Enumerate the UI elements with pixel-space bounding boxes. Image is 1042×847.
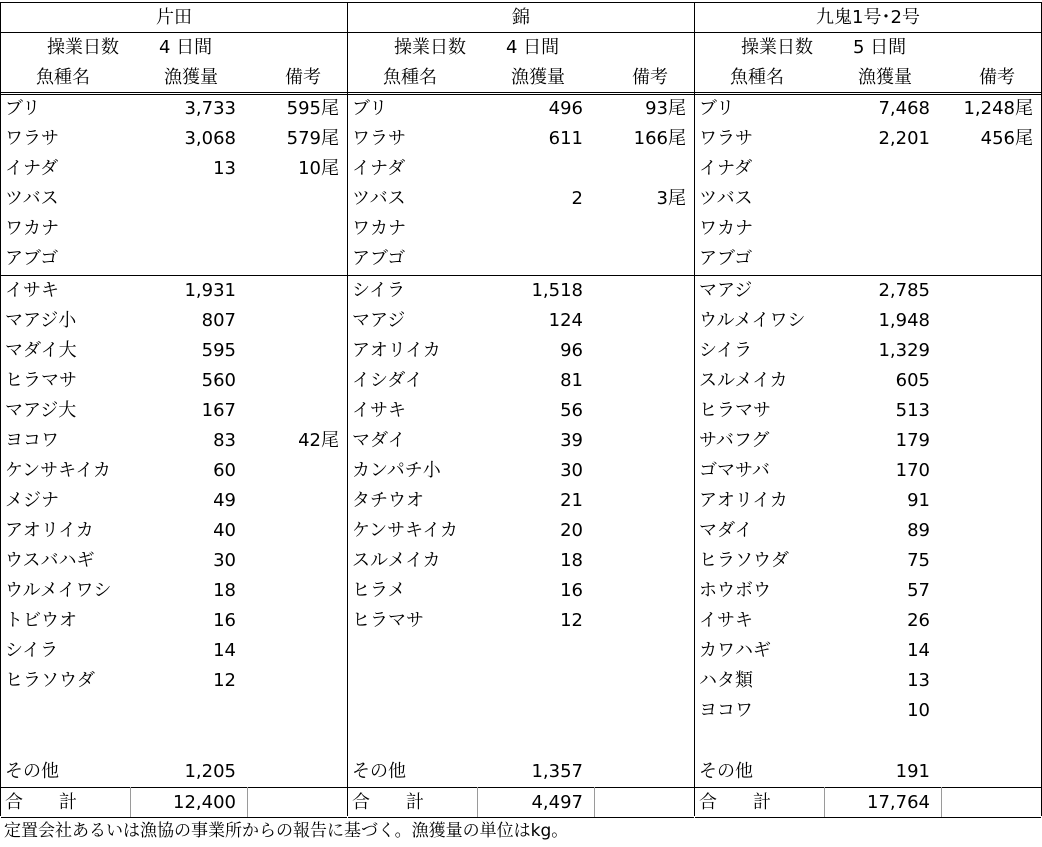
catch-value: 13 xyxy=(907,670,930,691)
catch-value xyxy=(810,154,930,184)
species-name: ヒラマサ xyxy=(5,370,77,391)
other-value: 1,205 xyxy=(184,761,236,782)
species-name: メジナ xyxy=(5,490,59,511)
catch-value xyxy=(116,184,236,214)
note-value xyxy=(249,336,339,366)
total-col-divider xyxy=(247,787,248,817)
catch-value xyxy=(810,214,930,244)
species-name: シイラ xyxy=(699,340,753,361)
note-value xyxy=(943,516,1033,546)
catch-value: 30 xyxy=(213,550,236,571)
note-value xyxy=(596,456,686,486)
note-value xyxy=(596,396,686,426)
catch-value: 16 xyxy=(560,580,583,601)
note-value xyxy=(596,486,686,516)
catch-value: 18 xyxy=(213,580,236,601)
section-kuki xyxy=(694,2,1042,816)
catch-value: 81 xyxy=(560,370,583,391)
catch-value: 10 xyxy=(907,700,930,721)
catch-value: 26 xyxy=(907,610,930,631)
catch-value: 595 xyxy=(201,340,236,361)
note-value xyxy=(249,396,339,426)
species-name: ワラサ xyxy=(352,128,406,149)
species-name: カワハギ xyxy=(699,640,771,661)
note-value xyxy=(596,576,686,606)
species-name: イナダ xyxy=(699,158,753,179)
catch-value xyxy=(463,244,583,274)
note-value xyxy=(943,244,1033,274)
note-value xyxy=(943,456,1033,486)
catch-value: 96 xyxy=(560,340,583,361)
species-name: マダイ xyxy=(699,520,753,541)
species-name: トビウオ xyxy=(5,610,77,631)
note-value: 579尾 xyxy=(286,128,339,149)
species-name: ヒラソウダ xyxy=(699,550,789,571)
species-name: ツバス xyxy=(352,188,406,209)
catch-value: 170 xyxy=(895,460,930,481)
catch-value: 12 xyxy=(213,670,236,691)
species-name: イナダ xyxy=(5,158,59,179)
section-title: 九鬼1号･2号 xyxy=(695,3,1041,33)
note-value xyxy=(943,666,1033,696)
note-value xyxy=(249,456,339,486)
species-name: スルメイカ xyxy=(699,370,788,391)
species-name: ツバス xyxy=(699,188,753,209)
note-value xyxy=(249,244,339,274)
catch-value: 89 xyxy=(907,520,930,541)
catch-value: 18 xyxy=(560,550,583,571)
catch-value: 179 xyxy=(895,430,930,451)
species-name: ヒラソウダ xyxy=(5,670,95,691)
note-value xyxy=(596,276,686,306)
catch-value: 611 xyxy=(548,128,583,149)
catch-value: 91 xyxy=(907,490,930,511)
species-name: イシダイ xyxy=(352,370,423,391)
species-name: ヨコワ xyxy=(699,700,753,721)
total-value: 12,400 xyxy=(173,792,236,813)
note-value xyxy=(249,306,339,336)
catch-value: 14 xyxy=(907,640,930,661)
total-label: 合 計 xyxy=(352,792,424,813)
catch-value: 13 xyxy=(213,158,236,179)
note-value: 1,248尾 xyxy=(963,98,1033,119)
species-name: アオリイカ xyxy=(352,340,441,361)
catch-value: 2,785 xyxy=(878,280,930,301)
note-value xyxy=(943,184,1033,214)
species-name: シイラ xyxy=(5,640,59,661)
section-katada xyxy=(0,2,347,816)
catch-value: 2 xyxy=(571,188,583,209)
note-value: 166尾 xyxy=(633,128,686,149)
catch-value xyxy=(463,214,583,244)
note-value: 10尾 xyxy=(298,158,339,179)
note-value xyxy=(943,276,1033,306)
species-name: アブゴ xyxy=(699,248,753,269)
catch-value: 3,733 xyxy=(184,98,236,119)
note-value: 3尾 xyxy=(656,188,686,209)
col-header-catch: 漁獲量 xyxy=(858,67,912,88)
catch-value: 75 xyxy=(907,550,930,571)
species-name: イサキ xyxy=(699,610,753,631)
note-value: 93尾 xyxy=(645,98,686,119)
note-value xyxy=(943,696,1033,726)
total-col-divider xyxy=(594,787,595,817)
other-label: その他 xyxy=(699,761,753,782)
note-value xyxy=(249,666,339,696)
species-name: ワカナ xyxy=(5,218,59,239)
species-name: アブゴ xyxy=(5,248,59,269)
note-value xyxy=(943,426,1033,456)
note-value: 456尾 xyxy=(980,128,1033,149)
total-label: 合 計 xyxy=(699,792,771,813)
catch-value: 30 xyxy=(560,460,583,481)
catch-value: 513 xyxy=(895,400,930,421)
catch-value: 124 xyxy=(548,310,583,331)
note-value xyxy=(596,516,686,546)
other-label: その他 xyxy=(5,761,59,782)
catch-value: 2,201 xyxy=(878,128,930,149)
species-name: シイラ xyxy=(352,280,406,301)
catch-value: 1,931 xyxy=(184,280,236,301)
species-name: ヒラメ xyxy=(352,580,406,601)
catch-value: 40 xyxy=(213,520,236,541)
species-name: サバフグ xyxy=(699,430,770,451)
ops-days-label: 操業日数 xyxy=(741,37,813,58)
note-value xyxy=(596,606,686,636)
note-value xyxy=(596,306,686,336)
note-value xyxy=(249,546,339,576)
species-name: ホウボウ xyxy=(699,580,771,601)
ops-days-value: 4 日間 xyxy=(159,37,213,58)
catch-value: 49 xyxy=(213,490,236,511)
col-header-species: 魚種名 xyxy=(383,67,437,88)
catch-value: 39 xyxy=(560,430,583,451)
other-value: 191 xyxy=(895,761,930,782)
note-value xyxy=(249,486,339,516)
note-value xyxy=(596,546,686,576)
catch-value: 20 xyxy=(560,520,583,541)
species-name: ワカナ xyxy=(352,218,406,239)
col-header-note: 備考 xyxy=(979,67,1015,88)
section-nishiki xyxy=(347,2,694,816)
species-name: ブリ xyxy=(5,98,41,119)
total-value: 17,764 xyxy=(867,792,930,813)
note-value xyxy=(943,546,1033,576)
note-value xyxy=(249,366,339,396)
species-name: マダイ大 xyxy=(5,340,77,361)
catch-value: 1,948 xyxy=(878,310,930,331)
species-name: マアジ xyxy=(352,310,406,331)
ops-days-value: 4 日間 xyxy=(506,37,560,58)
catch-value: 7,468 xyxy=(878,98,930,119)
species-name: ウルメイワシ xyxy=(699,310,806,331)
species-name: ワカナ xyxy=(699,218,753,239)
note-value: 42尾 xyxy=(298,430,339,451)
species-name: ブリ xyxy=(699,98,735,119)
col-header-note: 備考 xyxy=(632,67,668,88)
species-name: ケンサキイカ xyxy=(352,520,458,541)
catch-value: 16 xyxy=(213,610,236,631)
note-value xyxy=(249,576,339,606)
catch-value: 1,329 xyxy=(878,340,930,361)
catch-value: 60 xyxy=(213,460,236,481)
catch-value xyxy=(116,214,236,244)
catch-value: 57 xyxy=(907,580,930,601)
species-name: スルメイカ xyxy=(352,550,441,571)
col-header-catch: 漁獲量 xyxy=(164,67,218,88)
note-value xyxy=(943,576,1033,606)
ops-days-label: 操業日数 xyxy=(47,37,119,58)
species-name: ヨコワ xyxy=(5,430,59,451)
species-name: カンパチ小 xyxy=(352,460,441,481)
catch-value: 167 xyxy=(201,400,236,421)
species-name: アオリイカ xyxy=(5,520,94,541)
species-name: ハタ類 xyxy=(699,670,753,691)
catch-value xyxy=(810,244,930,274)
note-value xyxy=(249,276,339,306)
species-name: ブリ xyxy=(352,98,388,119)
note-value xyxy=(943,214,1033,244)
ops-days-value: 5 日間 xyxy=(853,37,907,58)
catch-value xyxy=(810,184,930,214)
catch-value: 14 xyxy=(213,640,236,661)
catch-value: 807 xyxy=(201,310,236,331)
note-value xyxy=(249,636,339,666)
species-name: ケンサキイカ xyxy=(5,460,111,481)
note-value xyxy=(249,606,339,636)
col-header-catch: 漁獲量 xyxy=(511,67,565,88)
ops-days-label: 操業日数 xyxy=(394,37,466,58)
note-value xyxy=(596,366,686,396)
catch-value: 1,518 xyxy=(531,280,583,301)
note-value xyxy=(943,366,1033,396)
species-name: マダイ xyxy=(352,430,406,451)
catch-value: 21 xyxy=(560,490,583,511)
species-name: ヒラマサ xyxy=(352,610,424,631)
note-value xyxy=(943,606,1033,636)
species-name: ヒラマサ xyxy=(699,400,771,421)
note-value: 595尾 xyxy=(286,98,339,119)
col-header-species: 魚種名 xyxy=(36,67,90,88)
note-value xyxy=(943,486,1033,516)
catch-value: 560 xyxy=(201,370,236,391)
species-name: マアジ大 xyxy=(5,400,77,421)
species-name: ワラサ xyxy=(699,128,753,149)
total-label: 合 計 xyxy=(5,792,77,813)
species-name: アオリイカ xyxy=(699,490,788,511)
catch-value xyxy=(116,244,236,274)
note-value xyxy=(943,154,1033,184)
catch-value: 3,068 xyxy=(184,128,236,149)
catch-value: 56 xyxy=(560,400,583,421)
species-name: ウルメイワシ xyxy=(5,580,112,601)
note-value xyxy=(943,396,1033,426)
note-value xyxy=(596,154,686,184)
note-value xyxy=(249,214,339,244)
footnote: 定置会社あるいは漁協の事業所からの報告に基づく。漁獲量の単位はkg。 xyxy=(4,821,569,841)
species-name: アブゴ xyxy=(352,248,406,269)
note-value xyxy=(596,244,686,274)
note-value xyxy=(249,516,339,546)
species-name: イサキ xyxy=(352,400,406,421)
catch-value: 12 xyxy=(560,610,583,631)
total-value: 4,497 xyxy=(531,792,583,813)
col-header-note: 備考 xyxy=(285,67,321,88)
note-value xyxy=(943,636,1033,666)
note-value xyxy=(596,214,686,244)
other-value: 1,357 xyxy=(531,761,583,782)
species-name: マアジ xyxy=(699,280,753,301)
note-value xyxy=(249,184,339,214)
catch-value: 496 xyxy=(548,98,583,119)
catch-value: 605 xyxy=(895,370,930,391)
section-title: 錦 xyxy=(348,3,694,33)
catch-value: 83 xyxy=(213,430,236,451)
species-name: ウスバハギ xyxy=(5,550,95,571)
note-value xyxy=(943,306,1033,336)
species-name: タチウオ xyxy=(352,490,424,511)
note-value xyxy=(943,336,1033,366)
species-name: ワラサ xyxy=(5,128,59,149)
note-value xyxy=(596,426,686,456)
col-header-species: 魚種名 xyxy=(730,67,784,88)
species-name: イサキ xyxy=(5,280,59,301)
other-label: その他 xyxy=(352,761,406,782)
section-title: 片田 xyxy=(1,3,347,33)
note-value xyxy=(596,336,686,366)
catch-value xyxy=(463,154,583,184)
species-name: マアジ小 xyxy=(5,310,77,331)
total-col-divider xyxy=(941,787,942,817)
species-name: ツバス xyxy=(5,188,59,209)
species-name: ゴマサバ xyxy=(699,460,770,481)
species-name: イナダ xyxy=(352,158,406,179)
